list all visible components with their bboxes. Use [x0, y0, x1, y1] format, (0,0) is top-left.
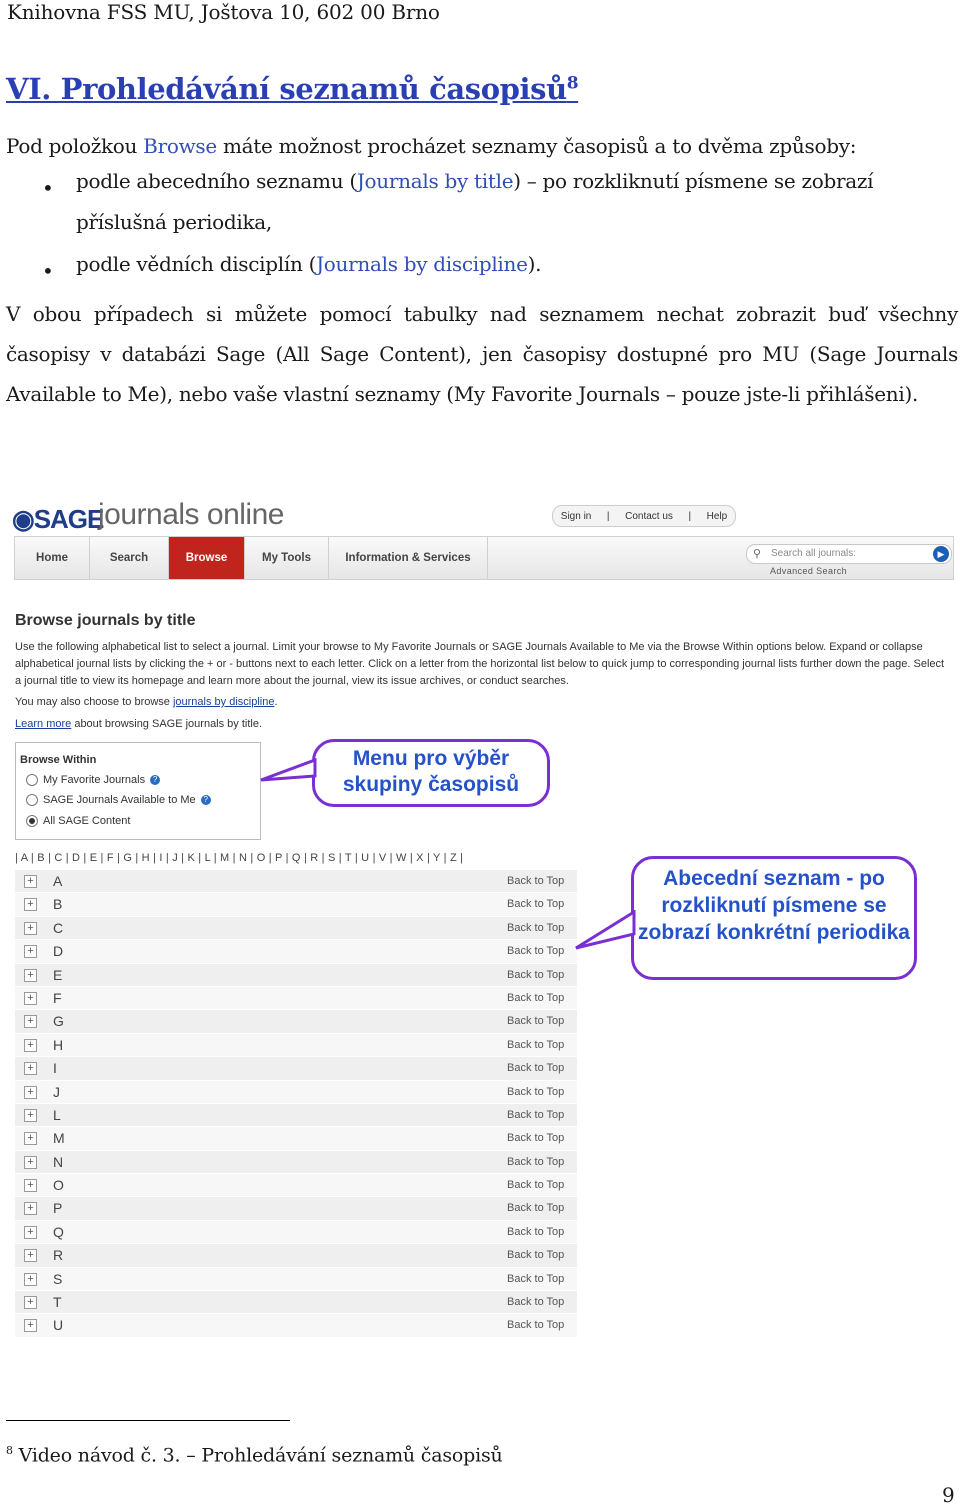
letter-label[interactable]: Q [53, 1223, 64, 1240]
expand-plus-icon[interactable]: + [24, 992, 37, 1005]
learn-more-link[interactable]: Learn more [15, 718, 72, 730]
letter-label[interactable]: F [53, 989, 62, 1006]
tab-home[interactable]: Home [15, 537, 90, 579]
discipline-note: You may also choose to browse journals by discipline. [15, 696, 278, 708]
help-icon[interactable]: ? [201, 795, 211, 805]
letter-row [15, 964, 577, 987]
bullet-dot: • [42, 176, 54, 200]
letter-row [15, 987, 577, 1010]
back-to-top-link[interactable]: Back to Top [507, 1108, 565, 1121]
advanced-search-link[interactable]: Advanced Search [770, 566, 848, 576]
journals-by-discipline-text: Journals by discipline [316, 252, 528, 276]
letter-row [15, 1081, 577, 1104]
back-to-top-link[interactable]: Back to Top [507, 1202, 565, 1215]
section-heading[interactable] [6, 72, 578, 106]
back-to-top-link[interactable]: Back to Top [507, 945, 565, 958]
expand-plus-icon[interactable]: + [24, 1062, 37, 1075]
back-to-top-link[interactable]: Back to Top [507, 875, 565, 887]
page-number: 9 [942, 1483, 955, 1507]
callout-pointer-2 [574, 910, 636, 950]
expand-plus-icon[interactable]: + [24, 969, 37, 982]
letter-label[interactable]: N [53, 1153, 64, 1170]
tab-information-services[interactable]: Information & Services [329, 537, 488, 579]
expand-plus-icon[interactable]: + [24, 898, 37, 911]
search-input[interactable] [746, 544, 952, 564]
bullet-item-discipline: podle vědních disciplín (Journals by discipline). [76, 252, 542, 276]
bullet-item-title: podle abecedního seznamu (Journals by title) – po rozkliknutí písmene se zobrazí [76, 169, 874, 193]
callout-alphabet: Abecední seznam - po rozkliknutí písmene se zobrazí konkrétní periodika [631, 856, 917, 980]
search-placeholder: Search all journals: [771, 548, 857, 559]
bullet-dot: • [42, 259, 54, 283]
browse-link: Browse [143, 134, 217, 158]
paragraph-groups: V obou případech si můžete pomocí tabulky nad seznamem nechat zobrazit buď všechny časopisy v databázi Sage (All Sage Content), jen časopisy dostupné pro MU (Sage Journals Available to Me), nebo vaše vlastní seznamy (My Favorite Journals – pouze jste-li přihlášeni). [6, 302, 958, 406]
letter-row [15, 1127, 577, 1150]
letter-list [15, 870, 577, 1338]
learn-more-note: Learn more about browsing SAGE journals by title. [15, 718, 263, 730]
callout-pointer-1 [259, 758, 317, 784]
letter-label[interactable]: E [53, 966, 63, 983]
tab-my-tools[interactable]: My Tools [245, 537, 329, 579]
letter-row [15, 1034, 577, 1057]
expand-plus-icon[interactable]: + [24, 922, 37, 935]
top-links: Sign in | Contact us | Help [552, 505, 736, 527]
letters-jump-bar[interactable]: | A | B | C | D | E | F | G | H | I | J | K | L | M | N | O | P | Q | R | S | T | U | V | W | X | Y | Z | [15, 852, 464, 864]
footnote: $^8$ Video návod č. 3. – Prohledávání seznamů časopisů [6, 1444, 503, 1467]
letter-label[interactable]: L [53, 1106, 61, 1123]
expand-plus-icon[interactable]: + [24, 1132, 37, 1145]
radio-icon[interactable] [26, 774, 38, 786]
expand-plus-icon[interactable]: + [24, 875, 37, 888]
radio-selected-icon[interactable] [26, 815, 38, 827]
letter-label[interactable]: J [53, 1083, 60, 1100]
radio-my-favorites[interactable]: My Favorite Journals ? [26, 774, 160, 786]
journals-online-logo: journals online [98, 498, 284, 531]
back-to-top-link[interactable]: Back to Top [507, 921, 565, 934]
back-to-top-link[interactable]: Back to Top [507, 1249, 565, 1262]
letter-label[interactable]: B [53, 896, 63, 913]
letter-row [15, 1268, 577, 1291]
letter-row [15, 893, 577, 916]
sage-screenshot [12, 496, 956, 1341]
journals-by-title-text: Journals by title [356, 169, 514, 193]
back-to-top-link[interactable]: Back to Top [507, 1225, 565, 1238]
back-to-top-link[interactable]: Back to Top [507, 1038, 565, 1051]
tab-browse[interactable]: Browse [169, 537, 245, 579]
expand-plus-icon[interactable]: + [24, 1202, 37, 1215]
letter-row [15, 870, 577, 893]
search-go-icon[interactable]: ▶ [933, 546, 949, 562]
help-icon[interactable]: ? [150, 775, 160, 785]
back-to-top-link[interactable]: Back to Top [507, 1132, 565, 1145]
letter-row [15, 1174, 577, 1197]
intro-paragraph: Pod položkou Browse máte možnost procházet seznamy časopisů a to dvěma způsoby: [6, 134, 857, 158]
letter-row [15, 1197, 577, 1220]
letter-row [15, 917, 577, 940]
letter-row [15, 1057, 577, 1080]
letter-row [15, 1221, 577, 1244]
expand-plus-icon[interactable]: + [24, 1179, 37, 1192]
footnote-ref[interactable]: 8 [566, 73, 579, 94]
browse-title: Browse journals by title [15, 612, 196, 629]
expand-plus-icon[interactable]: + [24, 1249, 37, 1262]
search-icon: ⚲ [753, 548, 762, 560]
letter-row [15, 1244, 577, 1267]
back-to-top-link[interactable]: Back to Top [507, 1155, 565, 1168]
letter-row [15, 1291, 577, 1314]
radio-available-to-me[interactable]: SAGE Journals Available to Me ? [26, 794, 211, 806]
back-to-top-link[interactable]: Back to Top [507, 1179, 565, 1192]
expand-plus-icon[interactable]: + [24, 1156, 37, 1169]
letter-label[interactable]: P [53, 1200, 63, 1217]
journals-by-discipline-link[interactable]: journals by discipline [172, 696, 275, 708]
letter-label[interactable]: G [53, 1013, 64, 1030]
back-to-top-link[interactable]: Back to Top [507, 1085, 565, 1098]
back-to-top-link[interactable]: Back to Top [507, 1015, 565, 1028]
sign-in-link[interactable]: Sign in [560, 510, 592, 522]
page-header: Knihovna FSS MU, Joštova 10, 602 00 Brno [7, 0, 440, 24]
radio-all-sage-content[interactable]: All SAGE Content [26, 815, 130, 827]
letter-row [15, 940, 577, 963]
back-to-top-link[interactable]: Back to Top [507, 968, 565, 981]
expand-plus-icon[interactable]: + [24, 1039, 37, 1052]
letter-label[interactable]: O [53, 1177, 64, 1194]
letter-row [15, 1314, 577, 1337]
browse-within-title: Browse Within [20, 754, 97, 766]
back-to-top-link[interactable]: Back to Top [507, 1272, 565, 1285]
expand-plus-icon[interactable]: + [24, 1226, 37, 1239]
letter-label[interactable]: T [53, 1294, 62, 1311]
letter-row [15, 1151, 577, 1174]
back-to-top-link[interactable]: Back to Top [507, 991, 565, 1004]
bullet-item-title-cont: příslušná periodika, [76, 210, 272, 234]
browse-within-box [15, 742, 261, 840]
letter-label[interactable]: S [53, 1270, 63, 1287]
back-to-top-link[interactable]: Back to Top [507, 1062, 565, 1075]
expand-plus-icon[interactable]: + [24, 1109, 37, 1122]
back-to-top-link[interactable]: Back to Top [507, 1296, 565, 1309]
callout-menu: Menu pro výběr skupiny časopisů [312, 739, 550, 807]
expand-plus-icon[interactable]: + [24, 1273, 37, 1286]
letter-label[interactable]: U [53, 1317, 64, 1334]
expand-plus-icon[interactable]: + [24, 1086, 37, 1099]
expand-plus-icon[interactable]: + [24, 945, 37, 958]
letter-label[interactable]: H [53, 1036, 64, 1053]
sage-logo: ◉SAGE [12, 504, 104, 534]
letter-label[interactable]: M [53, 1130, 65, 1147]
back-to-top-link[interactable]: Back to Top [507, 1319, 565, 1332]
expand-plus-icon[interactable]: + [24, 1296, 37, 1309]
letter-label[interactable]: C [53, 919, 64, 936]
contact-us-link[interactable]: Contact us [625, 510, 673, 522]
radio-icon[interactable] [26, 794, 38, 806]
footnote-separator [6, 1420, 290, 1421]
expand-plus-icon[interactable]: + [24, 1319, 37, 1332]
letter-label[interactable]: R [53, 1247, 64, 1264]
tab-search[interactable]: Search [90, 537, 169, 579]
letter-label[interactable]: I [53, 1060, 57, 1077]
heading-text: VI. Prohledávání seznamů časopisů [6, 72, 567, 106]
letter-row [15, 1010, 577, 1033]
back-to-top-link[interactable]: Back to Top [507, 898, 565, 911]
help-link[interactable]: Help [706, 510, 728, 522]
letter-row [15, 1104, 577, 1127]
browse-description: Use the following alphabetical list to select a journal. Limit your browse to My Favorite Journals or SAGE Journals Available to Me via the Browse Within options below. Expand or collapse alphabetical journal lists by clicking the + or - buttons next to each letter. Click on a letter from the horizontal list below to quick jump to corresponding journal lists further down the page. Select a journal title to view its homepage and learn more about the journal, view its issue archives, or conduct searches. [15, 641, 945, 687]
expand-plus-icon[interactable]: + [24, 1015, 37, 1028]
letter-label[interactable]: D [53, 943, 64, 960]
letter-label[interactable]: A [53, 873, 63, 889]
